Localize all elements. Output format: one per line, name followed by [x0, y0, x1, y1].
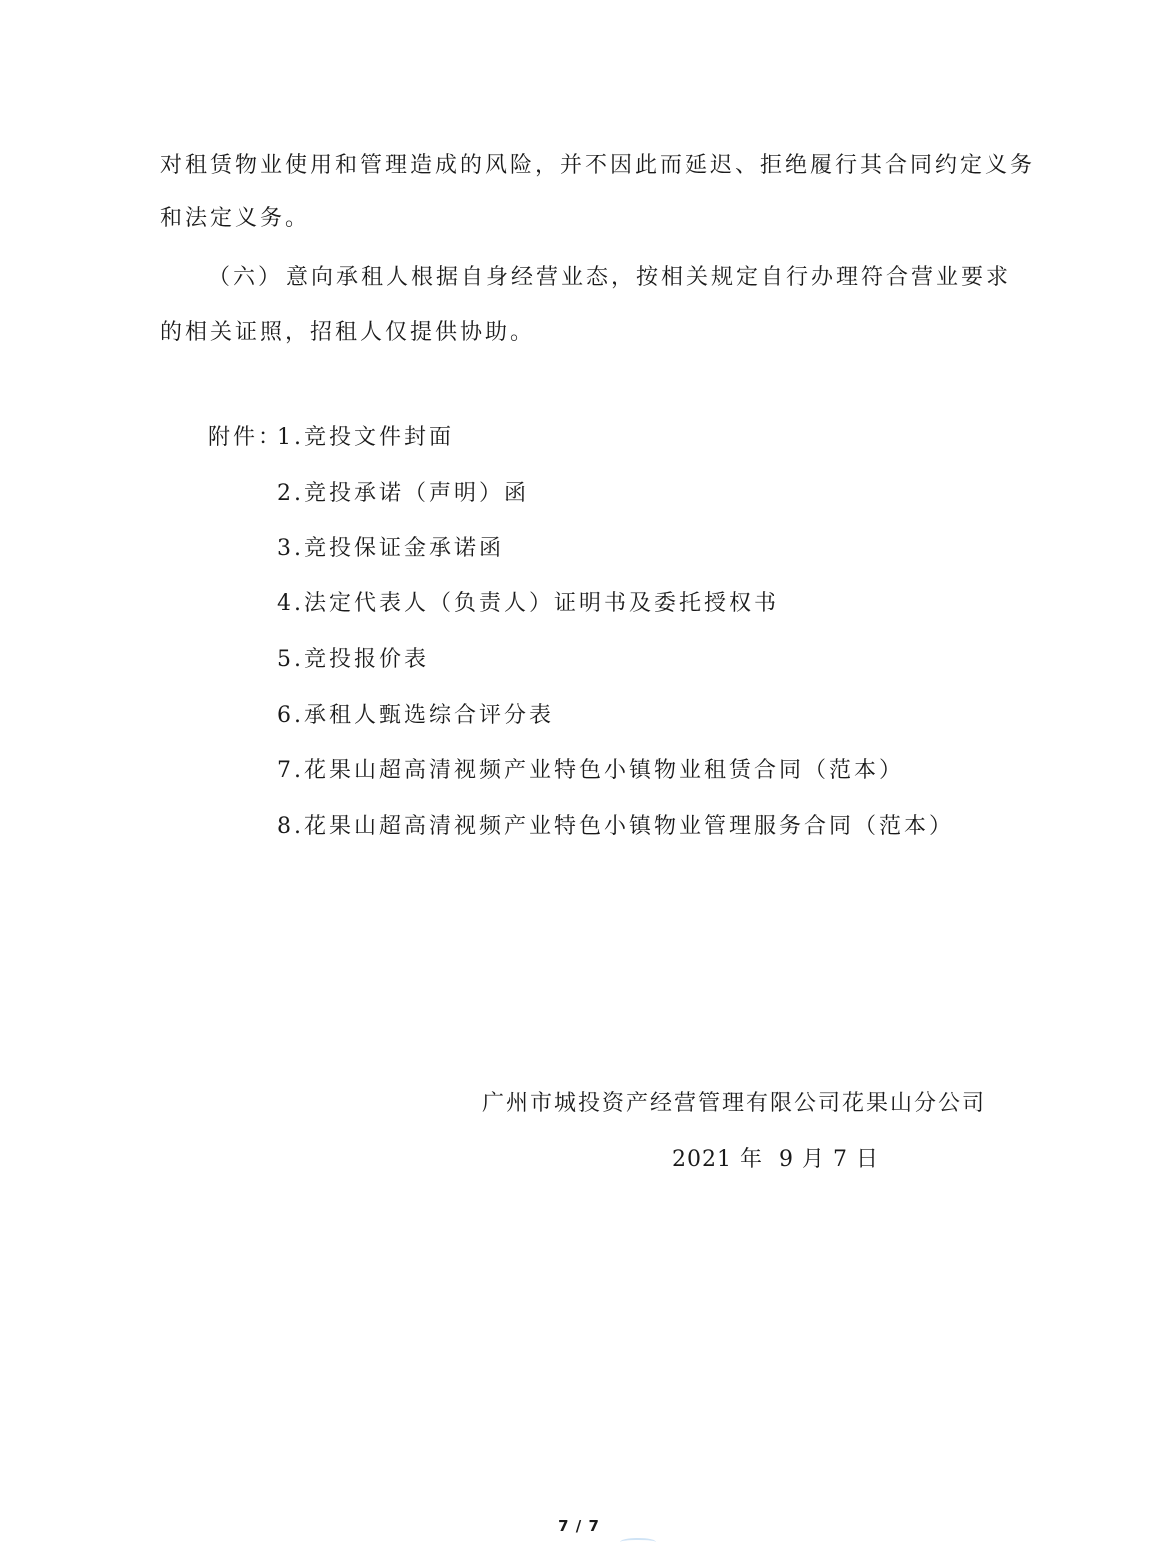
attachment-item-8: 8.花果山超高清视频产业特色小镇物业管理服务合同（范本） [277, 814, 954, 839]
signature-date: 2021 年 9 月 7 日 [672, 1147, 879, 1172]
attachment-item-1: 1.竞投文件封面 [277, 425, 454, 450]
paragraph-1-line-1: 对租赁物业使用和管理造成的风险，并不因此而延迟、拒绝履行其合同约定义务 [160, 153, 1036, 178]
attachments-label: 附件： [208, 425, 284, 450]
attachment-item-7: 7.花果山超高清视频产业特色小镇物业租赁合同（范本） [277, 758, 904, 783]
page-indicator: 7 / 7 [558, 1517, 600, 1535]
page-scroll-mark [620, 1538, 656, 1546]
attachment-item-2: 2.竞投承诺（声明）函 [277, 481, 529, 506]
signature-company: 广州市城投资产经营管理有限公司花果山分公司 [482, 1091, 987, 1116]
attachment-item-4: 4.法定代表人（负责人）证明书及委托授权书 [277, 591, 779, 616]
paragraph-2-line-1: 意向承租人根据自身经营业态，按相关规定自行办理符合营业要求 [286, 265, 1012, 290]
paragraph-2-line-2: 的相关证照，招租人仅提供协助。 [160, 320, 536, 345]
attachment-item-6: 6.承租人甄选综合评分表 [277, 703, 554, 728]
paragraph-1-line-2: 和法定义务。 [160, 206, 311, 231]
attachment-item-3: 3.竞投保证金承诺函 [277, 536, 504, 561]
attachment-item-5: 5.竞投报价表 [277, 647, 429, 672]
paragraph-2-label: （六） [208, 265, 284, 290]
